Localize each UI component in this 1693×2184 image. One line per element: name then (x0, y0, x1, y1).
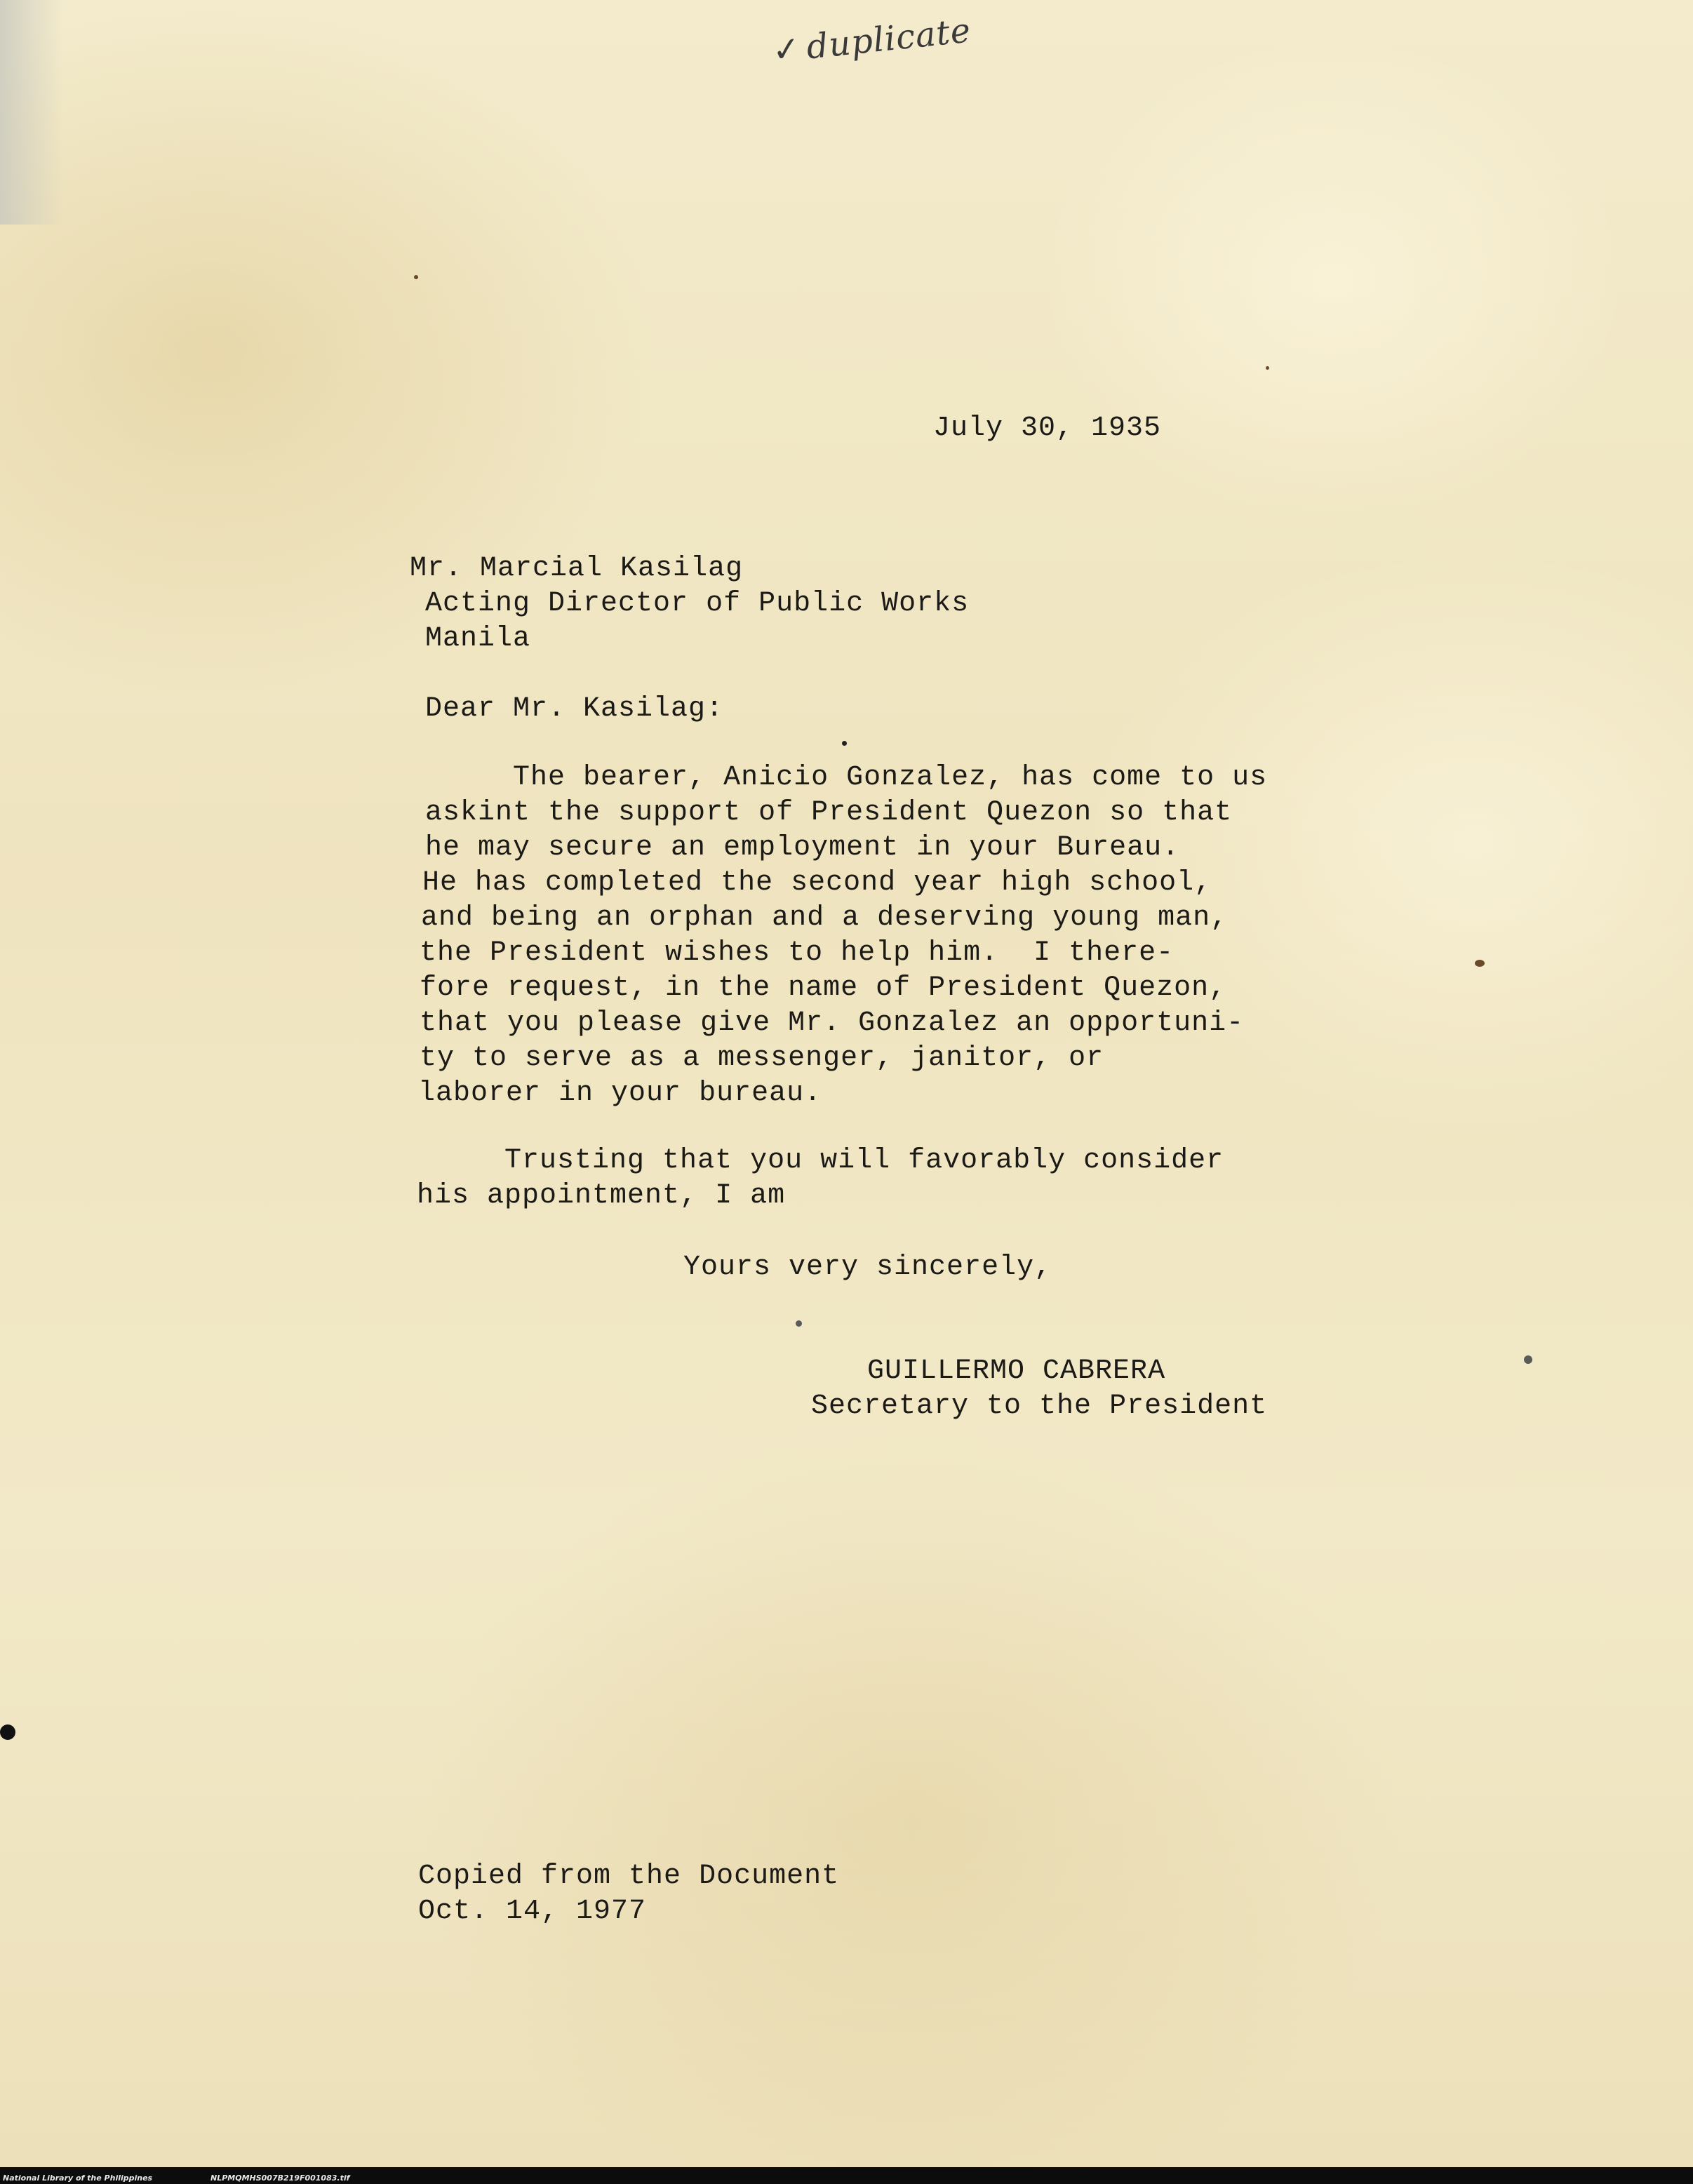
paper-stain (1524, 1355, 1532, 1364)
paragraph-line: askint the support of President Quezon so that (425, 797, 1233, 829)
paper-stain (0, 1724, 15, 1740)
copy-note-line-1: Copied from the Document (418, 1861, 840, 1892)
letter-date: July 30, 1935 (933, 413, 1162, 444)
recipient-title: Acting Director of Public Works (425, 588, 970, 619)
paragraph-line: his appointment, I am (417, 1180, 786, 1212)
paper-edge-crease (0, 0, 63, 225)
paragraph-line: laborer in your bureau. (418, 1078, 822, 1109)
copy-note-date: Oct. 14, 1977 (418, 1896, 647, 1927)
paragraph-line: fore request, in the name of President Quezon, (420, 972, 1227, 1004)
paragraph-line: and being an orphan and a deserving young man, (421, 902, 1229, 934)
footer-file-id: NLPMQMHS007B219F001083.tif (210, 2173, 350, 2183)
paper-stain (796, 1320, 802, 1327)
paragraph-line: that you please give Mr. Gonzalez an opportuni- (420, 1007, 1245, 1039)
paragraph-line: The bearer, Anicio Gonzalez, has come to us (425, 762, 1268, 793)
signatory-name: GUILLERMO CABRERA (867, 1355, 1166, 1387)
paragraph-line: Trusting that you will favorably consider (417, 1145, 1224, 1177)
paragraph-line: ty to serve as a messenger, janitor, or (420, 1043, 1104, 1074)
footer-strip (0, 2167, 1693, 2184)
paragraph-line: he may secure an employment in your Bureau. (425, 832, 1180, 864)
footer-library-name: National Library of the Philippines (3, 2173, 153, 2183)
paper-stain (1475, 960, 1485, 967)
handwritten-duplicate-note: ✓duplicate (770, 11, 973, 71)
paper-stain (842, 741, 847, 746)
paper-stain (414, 275, 418, 279)
signatory-title: Secretary to the President (811, 1391, 1268, 1422)
recipient-name: Mr. Marcial Kasilag (410, 553, 744, 584)
recipient-city: Manila (425, 623, 531, 655)
paragraph-line: the President wishes to help him. I there- (420, 937, 1175, 969)
paragraph-line: He has completed the second year high school, (422, 867, 1212, 899)
salutation: Dear Mr. Kasilag: (425, 693, 724, 725)
paper-stain (1266, 366, 1269, 370)
closing: Yours very sincerely, (683, 1252, 1052, 1283)
